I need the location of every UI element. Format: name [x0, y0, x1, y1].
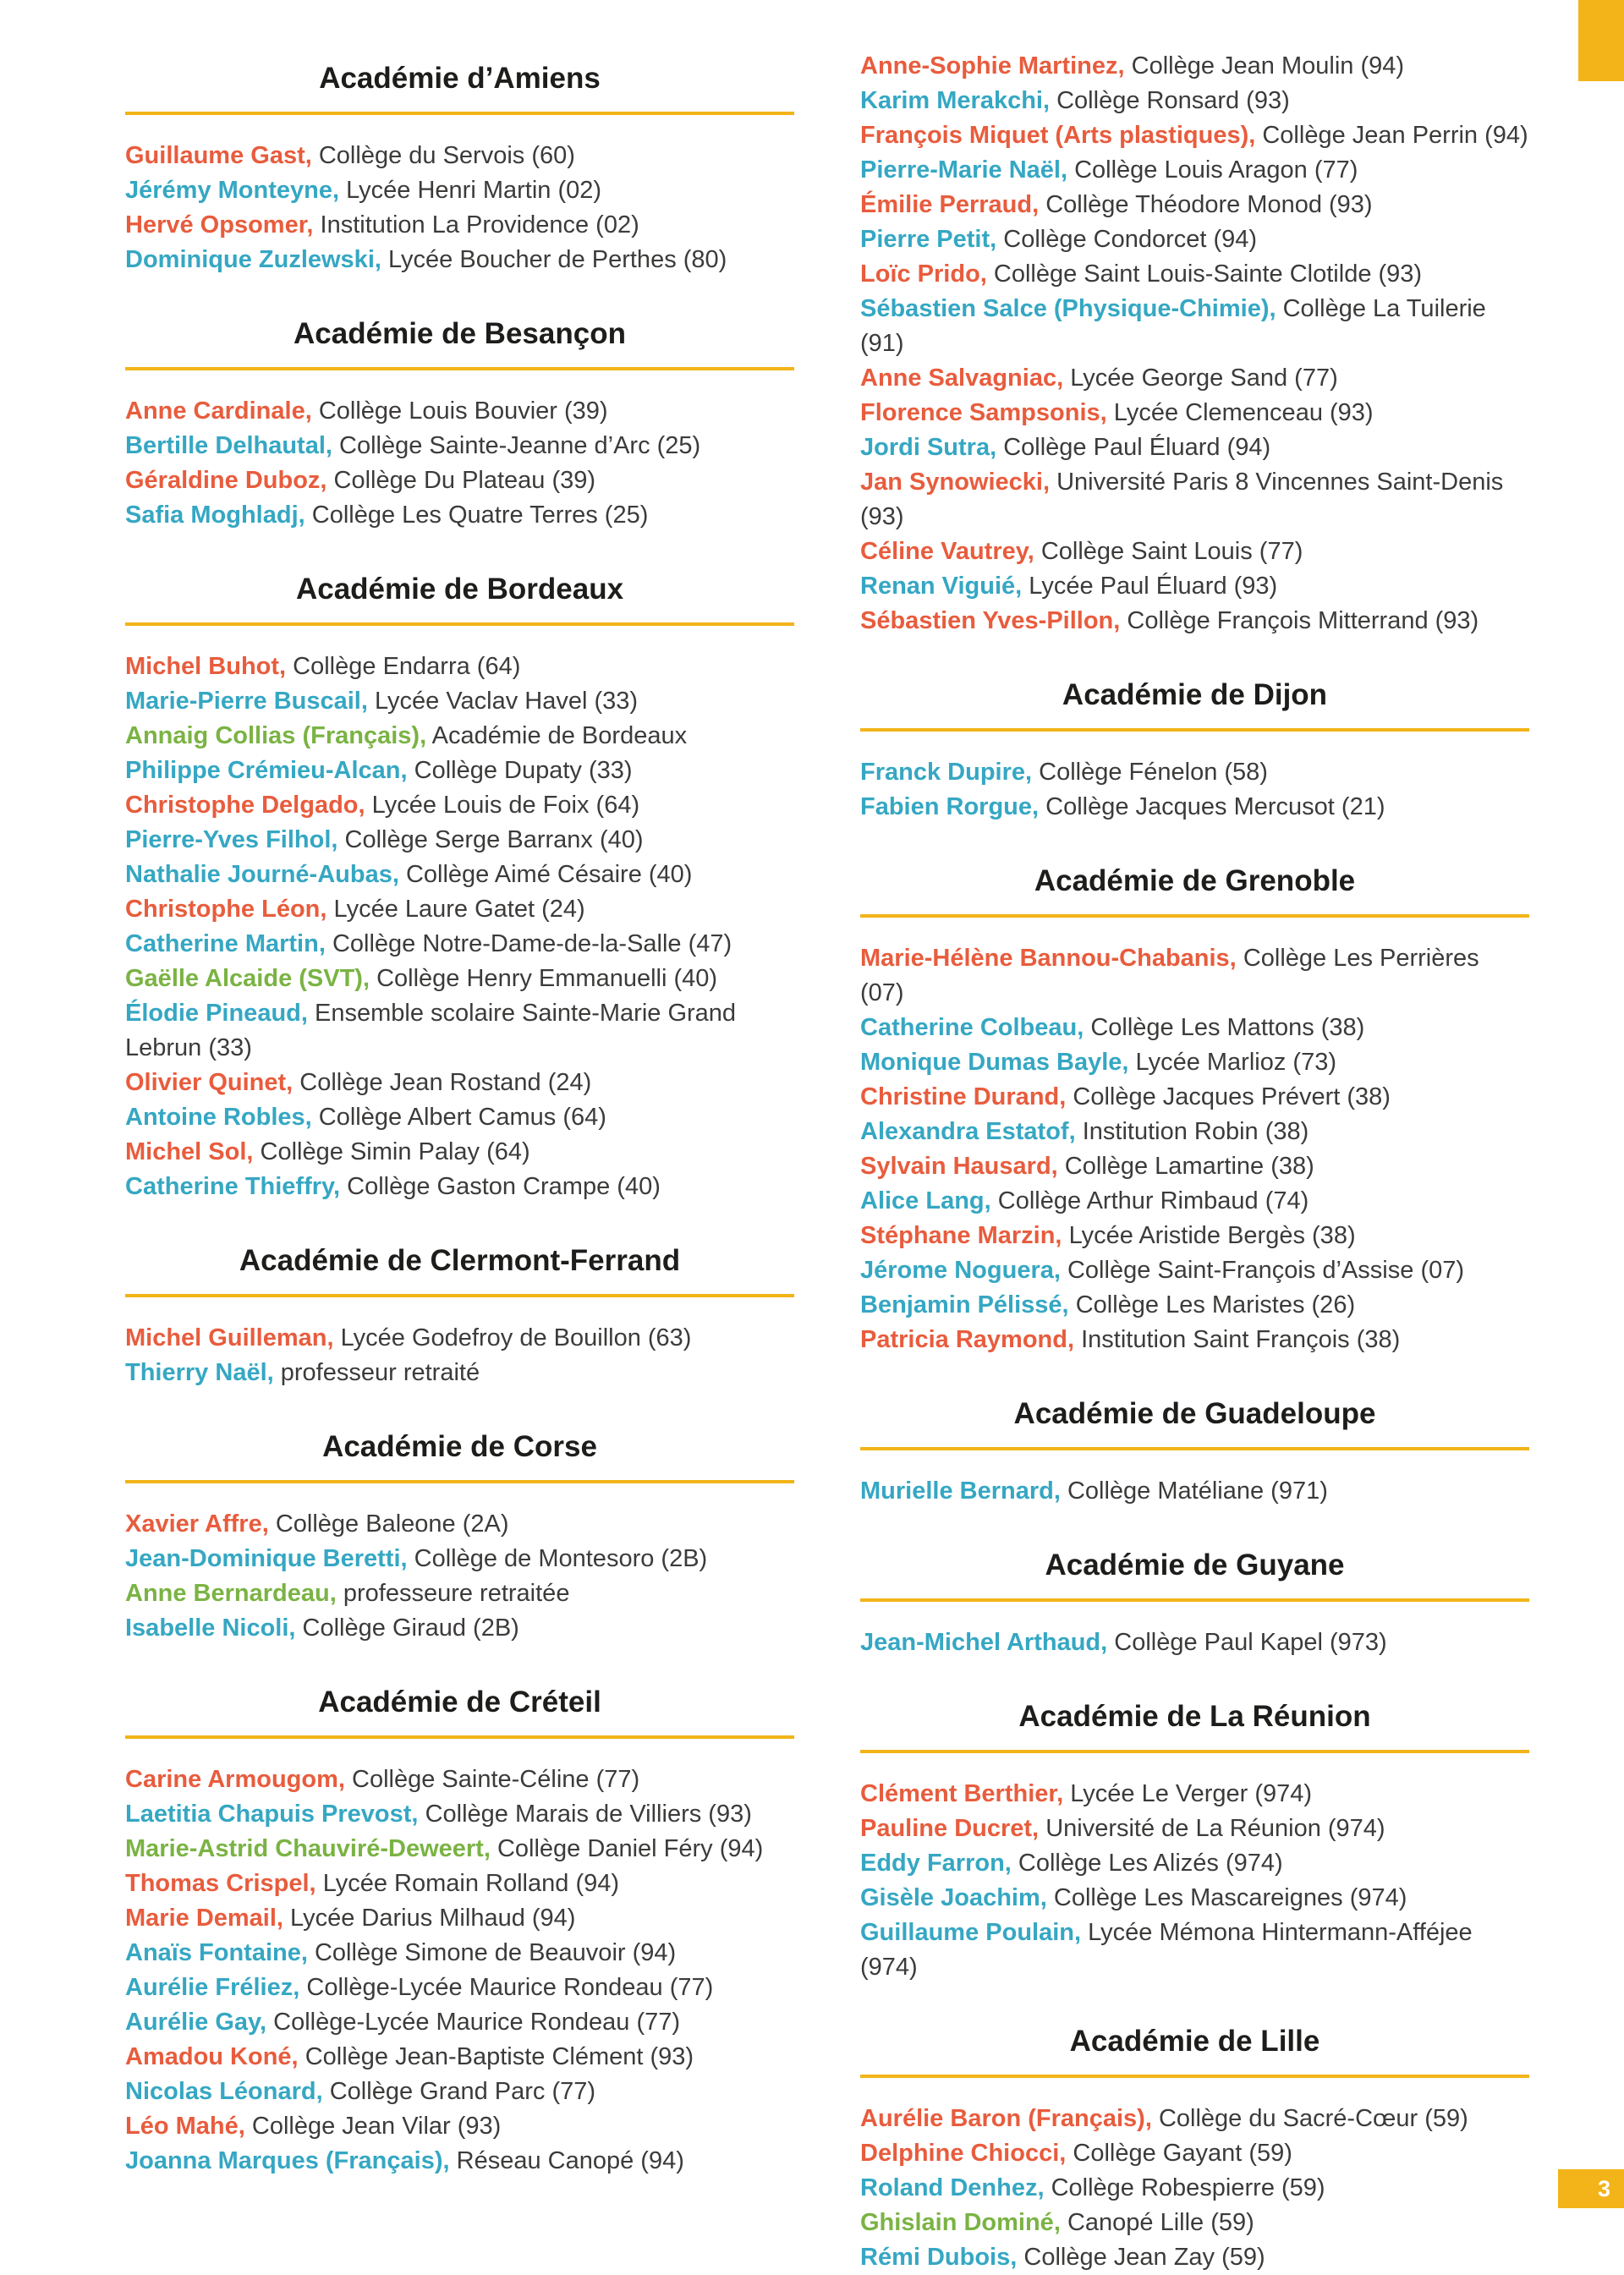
heading-underline: [860, 1598, 1529, 1602]
heading-underline: [125, 622, 794, 626]
contributor-affiliation: Lycée Aristide Bergès (38): [1068, 1222, 1356, 1249]
contributor-name: Carine Armougom,: [125, 1766, 345, 1793]
contributor-name: Karim Merakchi,: [860, 87, 1051, 114]
contributor-affiliation: Lycée George Sand (77): [1070, 365, 1338, 392]
contributor-affiliation: Collège Jean Moulin (94): [1131, 52, 1405, 79]
contributor-affiliation: professeure retraitée: [343, 1580, 570, 1607]
contributor-entry: [125, 823, 794, 858]
contributor-entry: [125, 1100, 794, 1135]
contributor-entry: [125, 1971, 794, 2005]
contributor-affiliation: Collège-Lycée Maurice Rondeau (77): [273, 2009, 681, 2036]
contributor-name: Thomas Crispel,: [125, 1870, 316, 1897]
contributor-name: Anne Bernardeau,: [125, 1580, 337, 1607]
contributor-affiliation: Lycée Clemenceau (93): [1113, 399, 1374, 426]
contributor-affiliation: Université de La Réunion (974): [1045, 1815, 1385, 1842]
contributor-name: Catherine Martin,: [125, 930, 326, 957]
contributor-list: [125, 139, 794, 277]
contributor-affiliation: Collège Sainte-Jeanne d’Arc (25): [339, 432, 701, 459]
contributor-name: Stéphane Marzin,: [860, 1222, 1062, 1249]
contributor-name: Sébastien Salce (Physique-Chimie),: [860, 295, 1276, 322]
contributor-name: Annaig Collias (Français),: [125, 722, 427, 749]
contributor-name: Géraldine Duboz,: [125, 467, 327, 494]
contributor-entry: [860, 1080, 1529, 1115]
contributor-entry: [125, 1901, 794, 1936]
academy-heading: Académie de Clermont-Ferrand: [239, 1244, 681, 1277]
contributor-name: Jérome Noguera,: [860, 1257, 1061, 1284]
contributor-name: Bertille Delhautal,: [125, 432, 332, 459]
academy-heading: Académie de Besançon: [294, 317, 626, 350]
contributor-entry: [860, 1115, 1529, 1149]
academy-heading: Académie de Créteil: [318, 1686, 601, 1719]
contributor-entry: [860, 84, 1529, 118]
contributor-entry: [125, 463, 794, 498]
contributor-affiliation: Collège Les Maristes (26): [1075, 1291, 1356, 1318]
contributor-entry: [125, 1576, 794, 1611]
contributor-affiliation: Collège Saint Louis (77): [1040, 538, 1303, 565]
contributor-affiliation: Collège Jacques Mercusot (21): [1045, 793, 1385, 820]
contributor-entry: [860, 2240, 1529, 2275]
academy-heading: Académie d’Amiens: [319, 62, 601, 95]
contributor-name: Eddy Farron,: [860, 1850, 1012, 1877]
contributor-entry: [860, 1323, 1529, 1357]
contributor-affiliation: Lycée Le Verger (974): [1070, 1780, 1313, 1807]
contributor-affiliation: Collège du Sacré-Cœur (59): [1158, 2105, 1468, 2132]
contributor-affiliation: Collège Jean Vilar (93): [251, 2113, 502, 2140]
contributor-name: Sylvain Hausard,: [860, 1153, 1058, 1180]
contributor-name: Céline Vautrey,: [860, 538, 1034, 565]
contributor-name: Christine Durand,: [860, 1083, 1067, 1110]
contributor-affiliation: Institution Robin (38): [1082, 1118, 1309, 1145]
contributor-entry: [125, 2075, 794, 2109]
contributor-list: [125, 1321, 794, 1390]
contributor-affiliation: Collège Daniel Féry (94): [497, 1835, 764, 1862]
academy-heading: Académie de Dijon: [1062, 678, 1328, 711]
column-left: [125, 49, 794, 2275]
contributor-affiliation: Collège Louis Aragon (77): [1074, 156, 1358, 184]
contributor-affiliation: Collège Jacques Prévert (38): [1073, 1083, 1391, 1110]
contributor-entry: [860, 1045, 1529, 1080]
heading-underline: [860, 728, 1529, 732]
contributor-name: Jérémy Monteyne,: [125, 177, 340, 204]
contributor-name: Marie-Pierre Buscail,: [125, 688, 368, 715]
contributor-affiliation: Lycée Darius Milhaud (94): [290, 1905, 576, 1932]
contributor-affiliation: Collège La Tuilerie (91): [860, 295, 1486, 357]
contributor-name: Murielle Bernard,: [860, 1477, 1061, 1505]
contributor-entry: [125, 650, 794, 684]
contributor-entry: [860, 790, 1529, 825]
heading-underline: [125, 1480, 794, 1483]
contributor-entry: [125, 927, 794, 962]
academy-heading: Académie de Bordeaux: [295, 573, 624, 606]
contributor-name: Catherine Colbeau,: [860, 1014, 1084, 1041]
contributor-name: Émilie Perraud,: [860, 191, 1040, 218]
contributor-affiliation: Collège Albert Camus (64): [318, 1104, 606, 1131]
contributor-list: [860, 1474, 1529, 1509]
contributor-affiliation: Lycée Louis de Foix (64): [371, 792, 640, 819]
contributor-name: Olivier Quinet,: [125, 1069, 294, 1096]
academy-heading: Académie de Guadeloupe: [1013, 1397, 1376, 1430]
contributor-name: Marie-Hélène Bannou-Chabanis,: [860, 945, 1237, 972]
contributor-name: Pauline Ducret,: [860, 1815, 1040, 1842]
contributor-affiliation: Collège Matéliane (971): [1067, 1477, 1328, 1505]
contributor-entry: [125, 1135, 794, 1170]
contributor-entry: [125, 1797, 794, 1832]
contributor-entry: [125, 1321, 794, 1356]
contributor-entry: [125, 1832, 794, 1867]
contributor-affiliation: Collège du Servois (60): [318, 142, 575, 169]
contributor-affiliation: professeur retraité: [280, 1359, 480, 1386]
contributor-name: Aurélie Gay,: [125, 2009, 267, 2036]
heading-underline: [125, 112, 794, 115]
contributor-entry: [860, 361, 1529, 396]
contributor-entry: [860, 569, 1529, 604]
contributor-name: Marie Demail,: [125, 1905, 283, 1932]
contributor-entry: [125, 498, 794, 533]
contributor-name: Michel Guilleman,: [125, 1324, 334, 1351]
contributor-affiliation: Lycée Laure Gatet (24): [333, 896, 585, 923]
contributor-list: [860, 49, 1529, 639]
academy-heading: Académie de La Réunion: [1018, 1700, 1371, 1733]
contributor-entry: [860, 1149, 1529, 1184]
contributor-entry: [125, 1542, 794, 1576]
contributor-affiliation: Collège Paul Kapel (973): [1114, 1629, 1387, 1656]
contributor-name: Clément Berthier,: [860, 1780, 1064, 1807]
contributor-entry: [125, 429, 794, 463]
contributor-entry: [125, 2040, 794, 2075]
contributor-entry: [860, 257, 1529, 292]
contributor-name: Benjamin Pélissé,: [860, 1291, 1069, 1318]
contributor-name: Renan Viguié,: [860, 573, 1023, 600]
contributor-entry: [860, 118, 1529, 153]
contributor-name: Jean-Dominique Beretti,: [125, 1545, 408, 1572]
contributor-affiliation: Collège Théodore Monod (93): [1045, 191, 1373, 218]
contributor-entry: [125, 2109, 794, 2144]
contributor-name: Jordi Sutra,: [860, 434, 997, 461]
contributor-affiliation: Collège Fénelon (58): [1039, 759, 1268, 786]
contributor-name: Michel Sol,: [125, 1138, 254, 1165]
contributor-affiliation: Lycée Boucher de Perthes (80): [388, 246, 727, 273]
contributor-affiliation: Collège Endarra (64): [293, 653, 521, 680]
contributor-entry: [125, 243, 794, 277]
contributor-entry: [125, 996, 794, 1066]
contributor-entry: [860, 534, 1529, 569]
contributor-affiliation: Collège Jean Perrin (94): [1262, 122, 1528, 149]
contributor-affiliation: Collège Jean Zay (59): [1023, 2244, 1265, 2271]
contributor-name: Safia Moghladj,: [125, 502, 305, 529]
contributor-entry: [125, 962, 794, 996]
contributor-name: Pierre-Yves Filhol,: [125, 826, 338, 853]
contributor-entry: [125, 1867, 794, 1901]
academy-heading: Académie de Guyane: [1045, 1549, 1345, 1582]
contributor-entry: [125, 892, 794, 927]
academy-heading: Académie de Grenoble: [1034, 864, 1356, 897]
contributor-name: Xavier Affre,: [125, 1510, 269, 1538]
contributor-entry: [860, 1881, 1529, 1916]
contributor-name: Anne-Sophie Martinez,: [860, 52, 1125, 79]
contributor-list: [125, 394, 794, 533]
contributor-entry: [860, 1474, 1529, 1509]
contributor-entry: [860, 1846, 1529, 1881]
contributor-name: Léo Mahé,: [125, 2113, 245, 2140]
contributor-affiliation: Collège Les Quatre Terres (25): [311, 502, 649, 529]
contributor-affiliation: Collège Simone de Beauvoir (94): [314, 1939, 677, 1966]
contributor-entry: [125, 1762, 794, 1797]
contributor-entry: [860, 1916, 1529, 1985]
contributor-list: [860, 755, 1529, 825]
contributor-affiliation: Université Paris 8 Vincennes Saint-Denis (93): [860, 469, 1504, 530]
contributor-affiliation: Collège Louis Bouvier (39): [318, 397, 608, 425]
contributor-entry: [860, 292, 1529, 361]
contributor-name: Christophe Delgado,: [125, 792, 365, 819]
contributor-affiliation: Collège Serge Barranx (40): [344, 826, 644, 853]
contributor-entry: [125, 1066, 794, 1100]
contributor-name: Anne Cardinale,: [125, 397, 312, 425]
contributor-list: [860, 1777, 1529, 1985]
contributor-name: Philippe Crémieu-Alcan,: [125, 757, 408, 784]
contributor-entry: [860, 1625, 1529, 1660]
contributor-entry: [125, 1507, 794, 1542]
contributor-affiliation: Canopé Lille (59): [1067, 2209, 1254, 2236]
contributor-entry: [860, 2171, 1529, 2206]
contributor-name: Ghislain Dominé,: [860, 2209, 1061, 2236]
contributor-entry: [860, 2206, 1529, 2240]
contributor-name: Marie-Astrid Chauviré-Deweert,: [125, 1835, 491, 1862]
contributor-affiliation: Collège Du Plateau (39): [333, 467, 596, 494]
contributor-affiliation: Collège de Montesoro (2B): [414, 1545, 708, 1572]
contributor-name: Franck Dupire,: [860, 759, 1033, 786]
contributor-entry: [860, 222, 1529, 257]
contributor-entry: [125, 173, 794, 208]
contributor-entry: [860, 2102, 1529, 2136]
contributor-affiliation: Collège Notre-Dame-de-la-Salle (47): [332, 930, 732, 957]
contributor-entry: [860, 465, 1529, 534]
contributor-affiliation: Collège Marais de Villiers (93): [425, 1801, 752, 1828]
contributor-affiliation: Collège Dupaty (33): [414, 757, 633, 784]
contributor-affiliation: Lycée Vaclav Havel (33): [374, 688, 639, 715]
contributor-affiliation: Collège-Lycée Maurice Rondeau (77): [306, 1974, 714, 2001]
contributor-name: Anne Salvagniac,: [860, 365, 1064, 392]
contributor-name: Anaïs Fontaine,: [125, 1939, 308, 1966]
page-edge-accent: [1578, 0, 1624, 81]
contributor-affiliation: Collège Les Mattons (38): [1090, 1014, 1365, 1041]
contributor-name: Michel Buhot,: [125, 653, 287, 680]
contributor-affiliation: Lycée Godefroy de Bouillon (63): [340, 1324, 692, 1351]
contributor-entry: [860, 604, 1529, 639]
contributor-list: [125, 1762, 794, 2179]
contributor-name: Gisèle Joachim,: [860, 1884, 1047, 1911]
heading-underline: [860, 914, 1529, 918]
contributor-name: Guillaume Poulain,: [860, 1919, 1082, 1946]
contributor-name: Joanna Marques (Français),: [125, 2147, 450, 2174]
contributor-affiliation: Collège Les Mascareignes (974): [1053, 1884, 1407, 1911]
contributor-name: Pierre-Marie Naël,: [860, 156, 1068, 184]
contributor-affiliation: Collège Sainte-Céline (77): [352, 1766, 640, 1793]
contributor-name: Fabien Rorgue,: [860, 793, 1040, 820]
contributor-entry: [125, 1936, 794, 1971]
contributor-entry: [860, 1184, 1529, 1219]
contributor-entry: [125, 208, 794, 243]
contributor-entry: [125, 684, 794, 719]
contributor-entry: [860, 1011, 1529, 1045]
contributor-name: Dominique Zuzlewski,: [125, 246, 381, 273]
contributor-entry: [860, 188, 1529, 222]
contributor-affiliation: Collège Baleone (2A): [275, 1510, 509, 1538]
contributor-entry: [860, 1288, 1529, 1323]
contributor-affiliation: Lycée Paul Éluard (93): [1029, 573, 1278, 600]
contributor-entry: [125, 139, 794, 173]
contributor-entry: [860, 2136, 1529, 2171]
contributor-name: Sébastien Yves-Pillon,: [860, 607, 1121, 634]
contributor-name: Jean-Michel Arthaud,: [860, 1629, 1108, 1656]
contributor-name: Aurélie Fréliez,: [125, 1974, 300, 2001]
contributor-name: François Miquet (Arts plastiques),: [860, 122, 1256, 149]
contributor-affiliation: Collège Saint Louis-Sainte Clotilde (93): [993, 260, 1423, 288]
contributor-entry: [125, 394, 794, 429]
contributor-list: [860, 941, 1529, 1357]
contributor-entry: [860, 1812, 1529, 1846]
contributor-affiliation: Lycée Mémona Hintermann-Afféjee (974): [860, 1919, 1473, 1981]
heading-underline: [860, 1447, 1529, 1450]
contributor-affiliation: Collège Robespierre (59): [1051, 2174, 1325, 2201]
heading-underline: [860, 2075, 1529, 2078]
contributor-name: Élodie Pineaud,: [125, 1000, 308, 1027]
contributor-entry: [860, 1219, 1529, 1253]
contributor-name: Catherine Thieffry,: [125, 1173, 341, 1200]
contributor-affiliation: Collège Simin Palay (64): [260, 1138, 530, 1165]
contributor-affiliation: Collège Les Perrières (07): [860, 945, 1479, 1006]
contributor-entry: [860, 755, 1529, 790]
heading-underline: [125, 367, 794, 370]
contributor-affiliation: Collège Condorcet (94): [1003, 226, 1258, 253]
contributor-entry: [125, 2005, 794, 2040]
contributor-affiliation: Collège Arthur Rimbaud (74): [997, 1187, 1309, 1214]
contributor-entry: [125, 2144, 794, 2179]
contributor-affiliation: Lycée Romain Rolland (94): [322, 1870, 620, 1897]
contributor-name: Antoine Robles,: [125, 1104, 312, 1131]
contributor-entry: [125, 719, 794, 754]
contributor-name: Thierry Naël,: [125, 1359, 274, 1386]
contributor-name: Roland Denhez,: [860, 2174, 1045, 2201]
contributor-name: Florence Sampsonis,: [860, 399, 1107, 426]
heading-underline: [125, 1294, 794, 1297]
contributor-affiliation: Collège Ronsard (93): [1056, 87, 1290, 114]
contributor-affiliation: Collège Jean-Baptiste Clément (93): [304, 2043, 694, 2070]
contributor-name: Alice Lang,: [860, 1187, 991, 1214]
contributor-entry: [860, 430, 1529, 465]
contributor-name: Delphine Chiocci,: [860, 2140, 1067, 2167]
contributor-entry: [125, 788, 794, 823]
contributor-affiliation: Collège Henry Emmanuelli (40): [376, 965, 718, 992]
contributor-affiliation: Lycée Henri Martin (02): [346, 177, 602, 204]
contributor-affiliation: Collège Paul Éluard (94): [1003, 434, 1271, 461]
contributor-affiliation: Collège Grand Parc (77): [329, 2078, 596, 2105]
contributor-entry: [125, 858, 794, 892]
contributor-affiliation: Collège Lamartine (38): [1064, 1153, 1314, 1180]
academy-heading: Académie de Lille: [1069, 2025, 1320, 2058]
contributor-list: [125, 1507, 794, 1646]
page-number-bar: [1558, 2169, 1624, 2208]
contributor-name: Laetitia Chapuis Prevost,: [125, 1801, 419, 1828]
contributor-affiliation: Ensemble scolaire Sainte-Marie Grand Lebrun (33): [125, 1000, 737, 1061]
contributor-entry: [860, 1253, 1529, 1288]
contributor-affiliation: Collège François Mitterrand (93): [1127, 607, 1479, 634]
contributor-name: Alexandra Estatof,: [860, 1118, 1076, 1145]
contributor-affiliation: Collège Gayant (59): [1073, 2140, 1292, 2167]
contributor-entry: [125, 1356, 794, 1390]
contributor-entry: [860, 49, 1529, 84]
contributor-name: Isabelle Nicoli,: [125, 1614, 296, 1642]
contributor-affiliation: Réseau Canopé (94): [456, 2147, 684, 2174]
contributor-affiliation: Institution Saint François (38): [1081, 1326, 1401, 1353]
contributor-list: [125, 650, 794, 1204]
contributor-list: [860, 1625, 1529, 1660]
contributor-entry: [125, 754, 794, 788]
contributor-name: Nathalie Journé-Aubas,: [125, 861, 399, 888]
contributor-affiliation: Collège Les Alizés (974): [1018, 1850, 1283, 1877]
page-number: 3: [1597, 2176, 1610, 2201]
contributor-name: Patricia Raymond,: [860, 1326, 1075, 1353]
contributor-entry: [860, 153, 1529, 188]
column-right: [860, 49, 1529, 2275]
contributor-entry: [860, 941, 1529, 1011]
contributor-name: Hervé Opsomer,: [125, 211, 314, 238]
contributor-affiliation: Collège Saint-François d’Assise (07): [1067, 1257, 1465, 1284]
contributor-name: Amadou Koné,: [125, 2043, 299, 2070]
contributor-name: Aurélie Baron (Français),: [860, 2105, 1152, 2132]
academy-heading: Académie de Corse: [322, 1430, 597, 1463]
contributor-name: Jan Synowiecki,: [860, 469, 1051, 496]
contributor-affiliation: Lycée Marlioz (73): [1135, 1049, 1336, 1076]
contributor-name: Monique Dumas Bayle,: [860, 1049, 1129, 1076]
contributor-affiliation: Collège Aimé Césaire (40): [405, 861, 693, 888]
contributor-affiliation: Académie de Bordeaux: [431, 722, 688, 749]
contributor-name: Nicolas Léonard,: [125, 2078, 323, 2105]
contributor-affiliation: Collège Gaston Crampe (40): [347, 1173, 661, 1200]
contributor-entry: [125, 1170, 794, 1204]
contributor-entry: [860, 1777, 1529, 1812]
contributor-name: Gaëlle Alcaide (SVT),: [125, 965, 370, 992]
heading-underline: [860, 1750, 1529, 1753]
heading-underline: [125, 1735, 794, 1739]
contributor-list: [860, 2102, 1529, 2275]
contributor-affiliation: Collège Jean Rostand (24): [299, 1069, 592, 1096]
contributor-entry: [860, 396, 1529, 430]
contributor-name: Rémi Dubois,: [860, 2244, 1018, 2271]
contributor-entry: [125, 1611, 794, 1646]
contributor-name: Pierre Petit,: [860, 226, 997, 253]
contributor-name: Guillaume Gast,: [125, 142, 312, 169]
contributor-affiliation: Collège Giraud (2B): [302, 1614, 519, 1642]
contributor-name: Loïc Prido,: [860, 260, 987, 288]
contributor-name: Christophe Léon,: [125, 896, 327, 923]
contributor-affiliation: Institution La Providence (02): [320, 211, 639, 238]
